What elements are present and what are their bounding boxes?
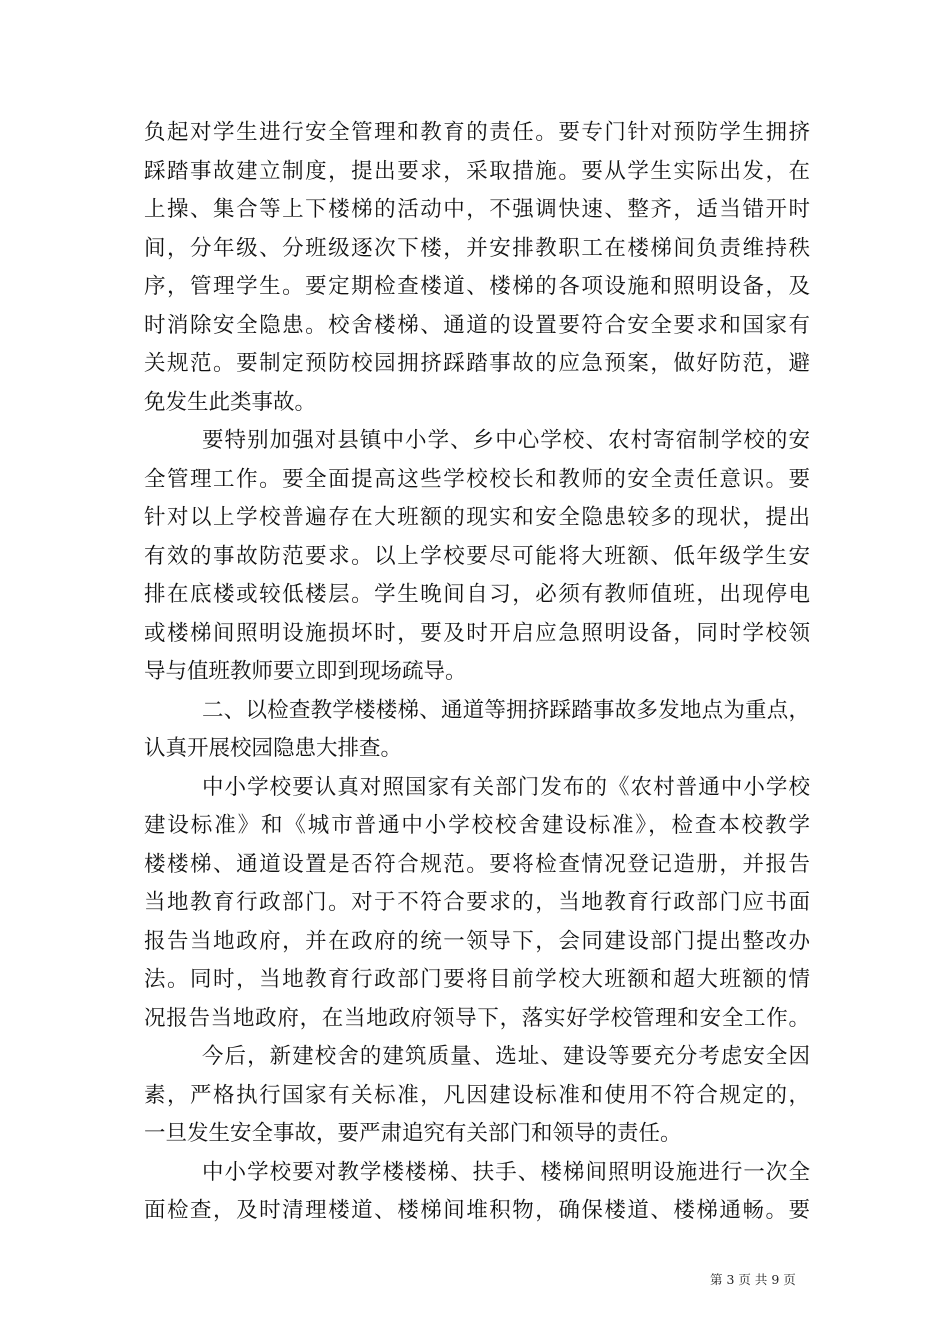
text-line: 关规范。要制定预防校园拥挤踩踏事故的应急预案，做好防范，避 xyxy=(144,351,810,376)
text-line: 法。同时，当地教育行政部门要将目前学校大班额和超大班额的情 xyxy=(144,967,810,992)
text-line: 素，严格执行国家有关标准，凡因建设标准和使用不符合规定的， xyxy=(144,1082,810,1108)
text-line: 负起对学生进行安全管理和教育的责任。要专门针对预防学生拥挤 xyxy=(144,120,810,145)
text-line: 有效的事故防范要求。以上学校要尽可能将大班额、低年级学生安 xyxy=(144,543,810,569)
text-line: 序，管理学生。要定期检查楼道、楼梯的各项设施和照明设备，及 xyxy=(144,274,810,299)
text-line: 面检查，及时清理楼道、楼梯间堆积物，确保楼道、楼梯通畅。要 xyxy=(144,1198,810,1223)
page-number-label: 第 3 页 共 9 页 xyxy=(710,1272,796,1287)
text-line: 或楼梯间照明设施损坏时，要及时开启应急照明设备，同时学校领 xyxy=(144,620,810,646)
text-line: 导与值班教师要立即到现场疏导。 xyxy=(144,659,467,684)
text-line: 中小学校要对教学楼楼梯、扶手、楼梯间照明设施进行一次全 xyxy=(202,1159,810,1185)
text-line: 楼楼梯、通道设置是否符合规范。要将检查情况登记造册，并报告 xyxy=(144,851,810,877)
text-line: 针对以上学校普遍存在大班额的现实和安全隐患较多的现状，提出 xyxy=(144,505,810,530)
text-line: 全管理工作。要全面提高这些学校校长和教师的安全责任意识。要 xyxy=(144,466,810,492)
text-line: 二、以检查教学楼楼梯、通道等拥挤踩踏事故多发地点为重点， xyxy=(202,697,810,723)
text-line: 排在底楼或较低楼层。学生晚间自习，必须有教师值班，出现停电 xyxy=(144,582,810,607)
text-line: 踩踏事故建立制度，提出要求，采取措施。要从学生实际出发，在 xyxy=(144,158,810,184)
document-body xyxy=(144,114,810,1231)
text-line: 中小学校要认真对照国家有关部门发布的《农村普通中小学校 xyxy=(202,774,810,800)
text-line: 认真开展校园隐患大排查。 xyxy=(144,736,403,761)
text-line: 报告当地政府，并在政府的统一领导下，会同建设部门提出整改办 xyxy=(144,928,810,954)
text-line: 建设标准》和《城市普通中小学校校舍建设标准》，检查本校教学 xyxy=(144,813,810,838)
text-line: 当地教育行政部门。对于不符合要求的，当地教育行政部门应书面 xyxy=(144,890,810,915)
text-line: 一旦发生安全事故，要严肃追究有关部门和领导的责任。 xyxy=(144,1121,682,1146)
text-line: 时消除安全隐患。校舍楼梯、通道的设置要符合安全要求和国家有 xyxy=(144,312,810,338)
text-line: 间，分年级、分班级逐次下楼，并安排教职工在楼梯间负责维持秩 xyxy=(144,235,810,261)
text-line: 免发生此类事故。 xyxy=(144,389,317,415)
text-line: 今后，新建校舍的建筑质量、选址、建设等要充分考虑安全因 xyxy=(202,1044,810,1069)
text-line: 要特别加强对县镇中小学、乡中心学校、农村寄宿制学校的安 xyxy=(202,428,810,453)
text-line: 况报告当地政府，在当地政府领导下，落实好学校管理和安全工作。 xyxy=(144,1005,810,1031)
text-line: 上操、集合等上下楼梯的活动中，不强调快速、整齐，适当错开时 xyxy=(144,197,810,222)
